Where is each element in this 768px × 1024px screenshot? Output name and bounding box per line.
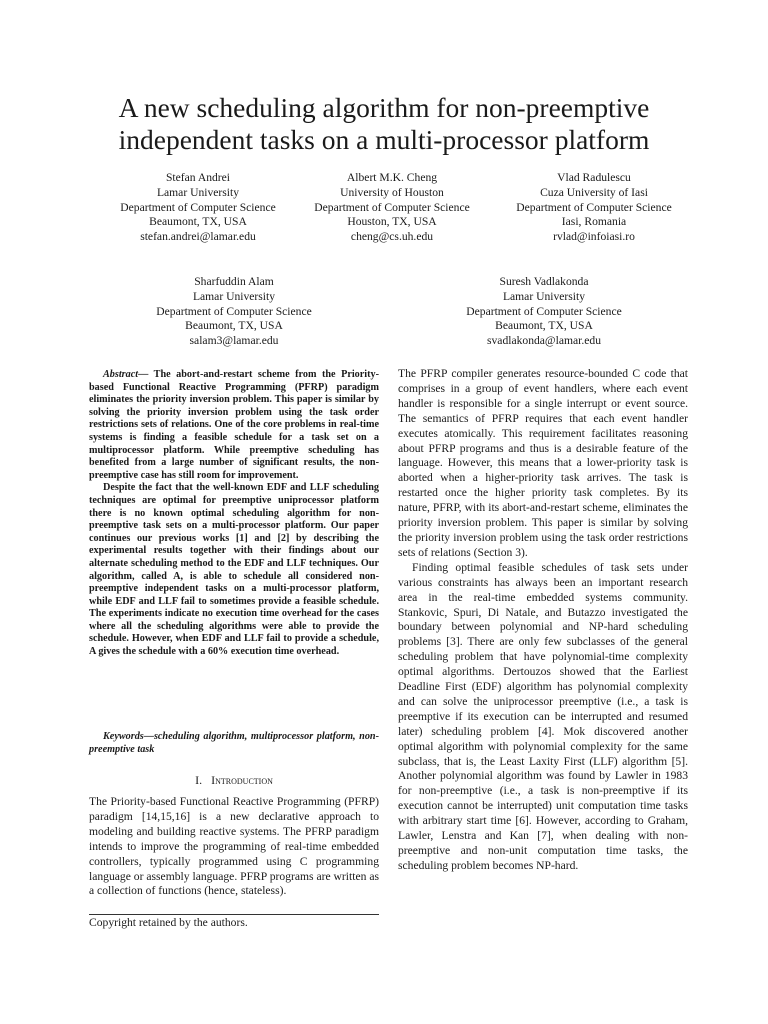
- right-paragraph-2: Finding optimal feasible schedules of task sets under various constraints has always been an important research area in the real-time embedded systems community. Stankovic, Spuri, Di Natale, and Butazzo investigated the boundary between polynomial and NP-hard scheduling problems [3]. There are only few subclasses of the general scheduling problem that have polynomial-time complexity optimal algorithms. Dertouzos showed that the Earliest Deadline First (EDF) algorithm has polynomial complexity and can solve the uniprocessor preemptive (i.e., a task is preemptive if its execution can be interrupted and resumed later) scheduling problem [4]. Mok discovered another optimal algorithm with polynomial complexity for the same subclass, that is, the Least Laxity First (LLF) algorithm [5]. Another polynomial algorithm was found by Lawler in 1983 for non-preemptive (i.e., a task is non-preemptive if its execution cannot be interrupted) unit computation time tasks with arbitrary start time [6]. However, according to Graham, Lawler, Lenstra and Kan [7], when dealing with non-preemptive and non-unit computation time tasks, the scheduling problem becomes NP-hard.: [398, 560, 688, 872]
- author-affiliation: University of Houston: [340, 185, 444, 199]
- keywords: [89, 731, 379, 756]
- author-department: Department of Computer Science: [156, 304, 312, 318]
- intro-paragraph-1: The Priority-based Functional Reactive Programming (PFRP) paradigm [14,15,16] is a new declarative approach to modeling and building reactive systems. The PFRP paradigm intends to improve the programming of real-time embedded controllers, typically programmed using C programming language or assembly language. PFRP programs are written as a collection of functions (hence, stateless).: [89, 795, 379, 898]
- author-name: Sharfuddin Alam: [194, 275, 274, 288]
- author-block-5: [436, 275, 652, 349]
- author-name: Albert M.K. Cheng: [346, 171, 438, 184]
- author-name: Vlad Radulescu: [557, 171, 631, 184]
- right-paragraph-1: The PFRP compiler generates resource-bounded C code that comprises in a group of event handlers, where each event handler is responsible for a single interrupt or event source. The semantics of PFRP requires that each event handler executes atomically. This requirement facilitates reasoning about PFRP programs and thus is a desirable feature of the language. However, this means that a lower-priority task is aborted when a higher-priority task arrives. The task is restarted once the higher priority task completes. By its nature, PFRP, with its abort-and-restart scheme, eliminates the priority inversion problem. This paper is similar by solving the priority inversion problem using the task order restrictions sets of relations (Section 3).: [398, 367, 688, 559]
- author-location: Beaumont, TX, USA: [495, 319, 593, 333]
- abstract-paragraph-1: [89, 369, 379, 482]
- author-location: Iasi, Romania: [561, 215, 627, 229]
- author-email: cheng@cs.uh.edu: [350, 230, 434, 244]
- abstract-dash: —: [138, 369, 154, 380]
- author-name: Stefan Andrei: [165, 171, 231, 184]
- keywords-dash: —: [143, 731, 154, 742]
- author-affiliation: Cuza University of Iasi: [540, 185, 648, 199]
- author-affiliation: Lamar University: [156, 185, 240, 199]
- introduction-text: [89, 795, 379, 899]
- footnote-rule: [89, 914, 379, 915]
- section-number: I.: [195, 773, 203, 787]
- right-column-text: [398, 367, 688, 874]
- author-location: Beaumont, TX, USA: [149, 215, 247, 229]
- section-title: Introduction: [211, 773, 273, 787]
- author-email: rvlad@infoiasi.ro: [553, 230, 635, 244]
- author-name: Suresh Vadlakonda: [499, 275, 589, 288]
- author-block-2: [284, 171, 500, 245]
- keywords-label: Keywords: [103, 731, 144, 742]
- paper-title: A new scheduling algorithm for non-preemptive independent tasks on a multi-processor platform: [118, 92, 650, 155]
- author-department: Department of Computer Science: [120, 200, 276, 214]
- keywords-paragraph: [89, 731, 379, 756]
- copyright-notice: Copyright retained by the authors.: [89, 916, 248, 929]
- author-block-3: [486, 171, 702, 245]
- author-email: stefan.andrei@lamar.edu: [140, 230, 256, 244]
- author-location: Houston, TX, USA: [347, 215, 437, 229]
- author-block-4: [126, 275, 342, 349]
- author-affiliation: Lamar University: [502, 289, 586, 303]
- author-department: Department of Computer Science: [314, 200, 470, 214]
- abstract-paragraph-2: Despite the fact that the well-known EDF and LLF scheduling techniques are optimal for preemptive uniprocessor platform there is no known optimal scheduling algorithm for non-preemptive task sets on a multi-processor platform. Our paper continues our previous works [1] and [2] by describing the experimental results together with their findings about our alternate scheduling method to the EDF and LLF techniques. Our algorithm, called A, is able to schedule all considered non-preemptive independent tasks on a multi-processor platform, while EDF and LLF fail to sometimes provide a feasible schedule. The experiments indicate no execution time overhead for the cases where all the scheduling algorithms were able to provide the schedule. However, when EDF and LLF fail to provide a schedule, A gives the schedule with a 60% execution time overhead.: [89, 482, 379, 658]
- abstract-text-1: The abort-and-restart scheme from the Priority-based Functional Reactive Programming (PFRP) paradigm eliminates the priority inversion problem. This paper is similar by solving the priority inversion problem using the task order restrictions sets of relations. One of the core problems in real-time systems is finding a feasible schedule for a task set on a multiprocessor platform. While preemptive scheduling has benefited from a large number of significant results, the non-preemptive case has still room for improvement.: [89, 369, 379, 481]
- abstract-label: Abstract: [103, 369, 139, 380]
- author-affiliation: Lamar University: [192, 289, 276, 303]
- abstract: [89, 369, 379, 659]
- author-department: Department of Computer Science: [466, 304, 622, 318]
- section-heading-introduction: [89, 773, 379, 787]
- author-location: Beaumont, TX, USA: [185, 319, 283, 333]
- keywords-text: scheduling algorithm, multiprocessor platform, non-preemptive task: [89, 731, 379, 755]
- author-block-1: [90, 171, 306, 245]
- author-email: svadlakonda@lamar.edu: [486, 334, 602, 348]
- author-department: Department of Computer Science: [516, 200, 672, 214]
- author-email: salam3@lamar.edu: [189, 334, 279, 348]
